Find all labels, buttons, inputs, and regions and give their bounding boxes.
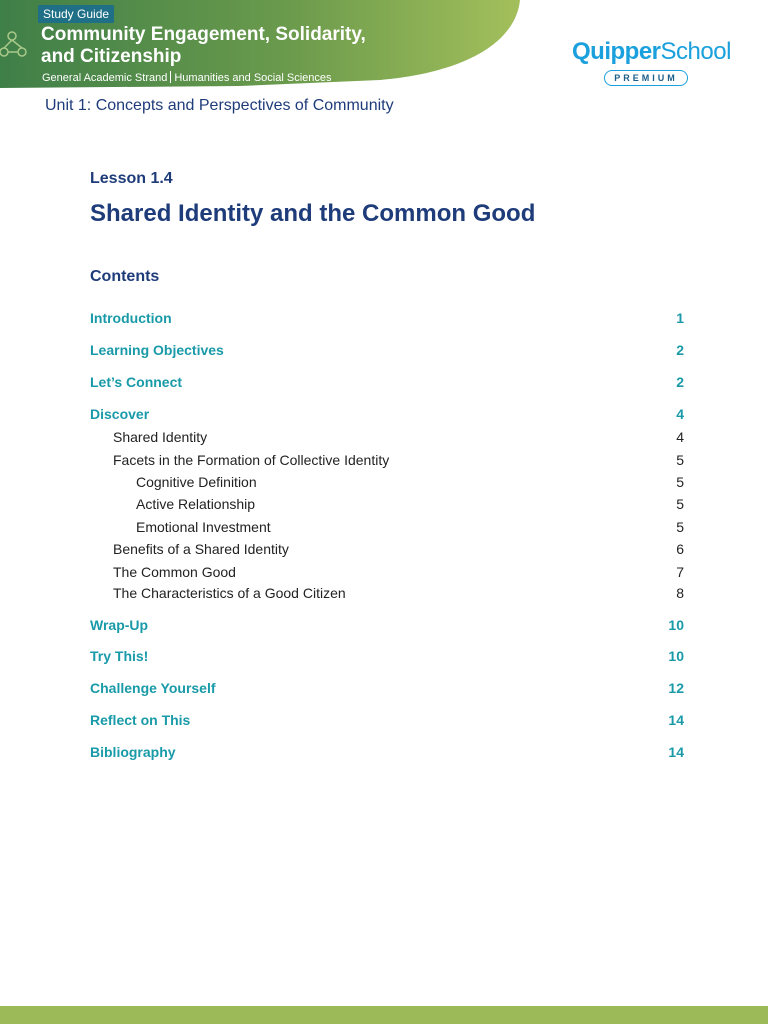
course-title-line1: Community Engagement, Solidarity, (41, 24, 366, 45)
toc-entry-title: Try This! (90, 648, 149, 664)
toc-page-number: 2 (676, 374, 684, 390)
toc-page-number: 2 (676, 342, 684, 358)
toc-entry-title: Bibliography (90, 744, 176, 760)
toc-page-number: 5 (676, 496, 684, 512)
toc-section-link[interactable] (90, 308, 684, 328)
lesson-title: Shared Identity and the Common Good (90, 200, 536, 227)
strand-divider (170, 71, 171, 83)
toc-entry-title: Emotional Investment (136, 519, 271, 535)
strand-name: General Academic Strand (42, 72, 168, 84)
toc-page-number: 8 (676, 585, 684, 601)
unit-title: Unit 1: Concepts and Perspectives of Community (45, 97, 394, 114)
course-title (41, 24, 481, 68)
toc-page-number: 10 (668, 648, 684, 664)
logo-school: School (660, 38, 731, 65)
toc-subsection-link[interactable] (90, 583, 684, 603)
strand-label (42, 71, 332, 85)
toc-page-number: 6 (676, 541, 684, 557)
toc-entry-title: Active Relationship (136, 496, 256, 512)
toc-subsection-link[interactable] (90, 427, 684, 447)
toc-entry-title: Wrap-Up (90, 617, 149, 633)
toc-subsection-link[interactable] (90, 494, 684, 514)
toc-page-number: 14 (668, 712, 684, 728)
toc-section-link[interactable] (90, 678, 684, 698)
toc-subsection-link[interactable] (90, 517, 684, 537)
toc-entry-title: Benefits of a Shared Identity (113, 541, 289, 557)
toc-page-number: 1 (676, 310, 684, 326)
toc-page-number: 4 (676, 406, 684, 422)
toc-subsection-link[interactable] (90, 562, 684, 582)
toc-section-link[interactable] (90, 742, 684, 762)
toc-section-link[interactable] (90, 646, 684, 666)
premium-badge: PREMIUM (604, 70, 688, 86)
toc-page-number: 5 (676, 452, 684, 468)
toc-entry-title: Let’s Connect (90, 374, 183, 390)
toc-entry-title: Challenge Yourself (90, 680, 216, 696)
toc-page-number: 7 (676, 564, 684, 580)
toc-page-number: 12 (668, 680, 684, 696)
toc-section-link[interactable] (90, 710, 684, 730)
toc-page-number: 5 (676, 474, 684, 490)
toc-section-link[interactable] (90, 340, 684, 360)
community-emblem-icon (0, 28, 32, 68)
toc-entry-title: The Common Good (113, 564, 236, 580)
logo-wordmark (572, 38, 732, 66)
quipper-school-logo (572, 38, 732, 90)
toc-entry-title: Introduction (90, 310, 172, 326)
toc-entry-title: Cognitive Definition (136, 474, 257, 490)
toc-section-link[interactable] (90, 372, 684, 392)
toc-page-number: 14 (668, 744, 684, 760)
toc-subsection-link[interactable] (90, 539, 684, 559)
logo-quipper: Quipper (572, 38, 661, 65)
toc-section-link[interactable] (90, 615, 684, 635)
toc-entry-title: Discover (90, 406, 150, 422)
toc-entry-title: Shared Identity (113, 429, 208, 445)
toc-entry-title: The Characteristics of a Good Citizen (113, 585, 346, 601)
lesson-number: Lesson 1.4 (90, 170, 173, 187)
toc-page-number: 4 (676, 429, 684, 445)
toc-entry-title: Reflect on This (90, 712, 191, 728)
toc-subsection-link[interactable] (90, 450, 684, 470)
contents-heading: Contents (90, 268, 160, 285)
toc-subsection-link[interactable] (90, 472, 684, 492)
toc-page-number: 10 (668, 617, 684, 633)
toc-page-number: 5 (676, 519, 684, 535)
toc-entry-title: Facets in the Formation of Collective Identity (113, 452, 390, 468)
study-guide-badge: Study Guide (38, 5, 114, 23)
footer-bar (0, 1006, 768, 1024)
strand-track: Humanities and Social Sciences (174, 72, 332, 84)
toc-section-link[interactable] (90, 404, 684, 424)
course-title-line2: and Citizenship (41, 46, 182, 67)
toc-entry-title: Learning Objectives (90, 342, 224, 358)
